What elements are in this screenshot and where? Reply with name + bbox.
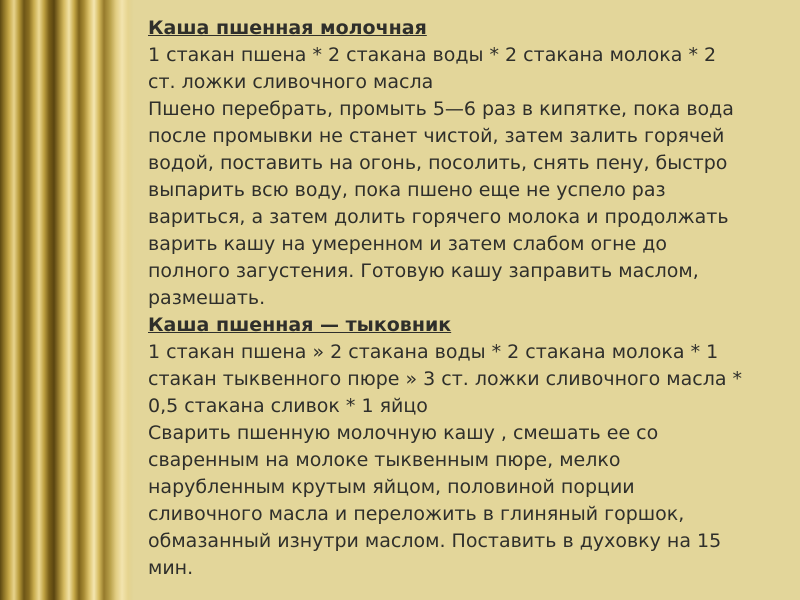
recipe-1-ingredients: 1 стакан пшена * 2 стакана воды * 2 стакана молока * 2 ст. ложки сливочного масла [148, 44, 717, 93]
recipe-2-title: Каша пшенная — тыковник [148, 314, 452, 336]
recipe-2-instructions: Сварить пшенную молочную кашу , смешать ее со сваренным на молоке тыквенным пюре, мелко нарубленным крутым яйцом, половиной порции сливочного масла и переложить в глиняный горшок, обмазанный изнутри маслом. Поставить в духовку на 15 мин. [148, 422, 722, 579]
recipe-1-title: Каша пшенная молочная [148, 17, 427, 39]
recipe-2-ingredients: 1 стакан пшена » 2 стакана воды * 2 стакана молока * 1 стакан тыквенного пюре » 3 ст. ложки сливочного масла * 0,5 стакана сливок * 1 яйцо [148, 341, 743, 417]
recipe-text-block [148, 15, 748, 582]
recipe-1-instructions: Пшено перебрать, промыть 5—6 раз в кипятке, пока вода после промывки не станет чистой, затем залить горячей водой, поставить на огонь, посолить, снять пену, быстро выпарить всю воду, пока пшено еще не успело раз вариться, а затем долить горячего молока и продолжать варить кашу на умеренном и затем слабом огне до полного загустения. Готовую кашу заправить маслом, размешать. [148, 98, 734, 309]
decorative-stripe-border [0, 0, 134, 600]
